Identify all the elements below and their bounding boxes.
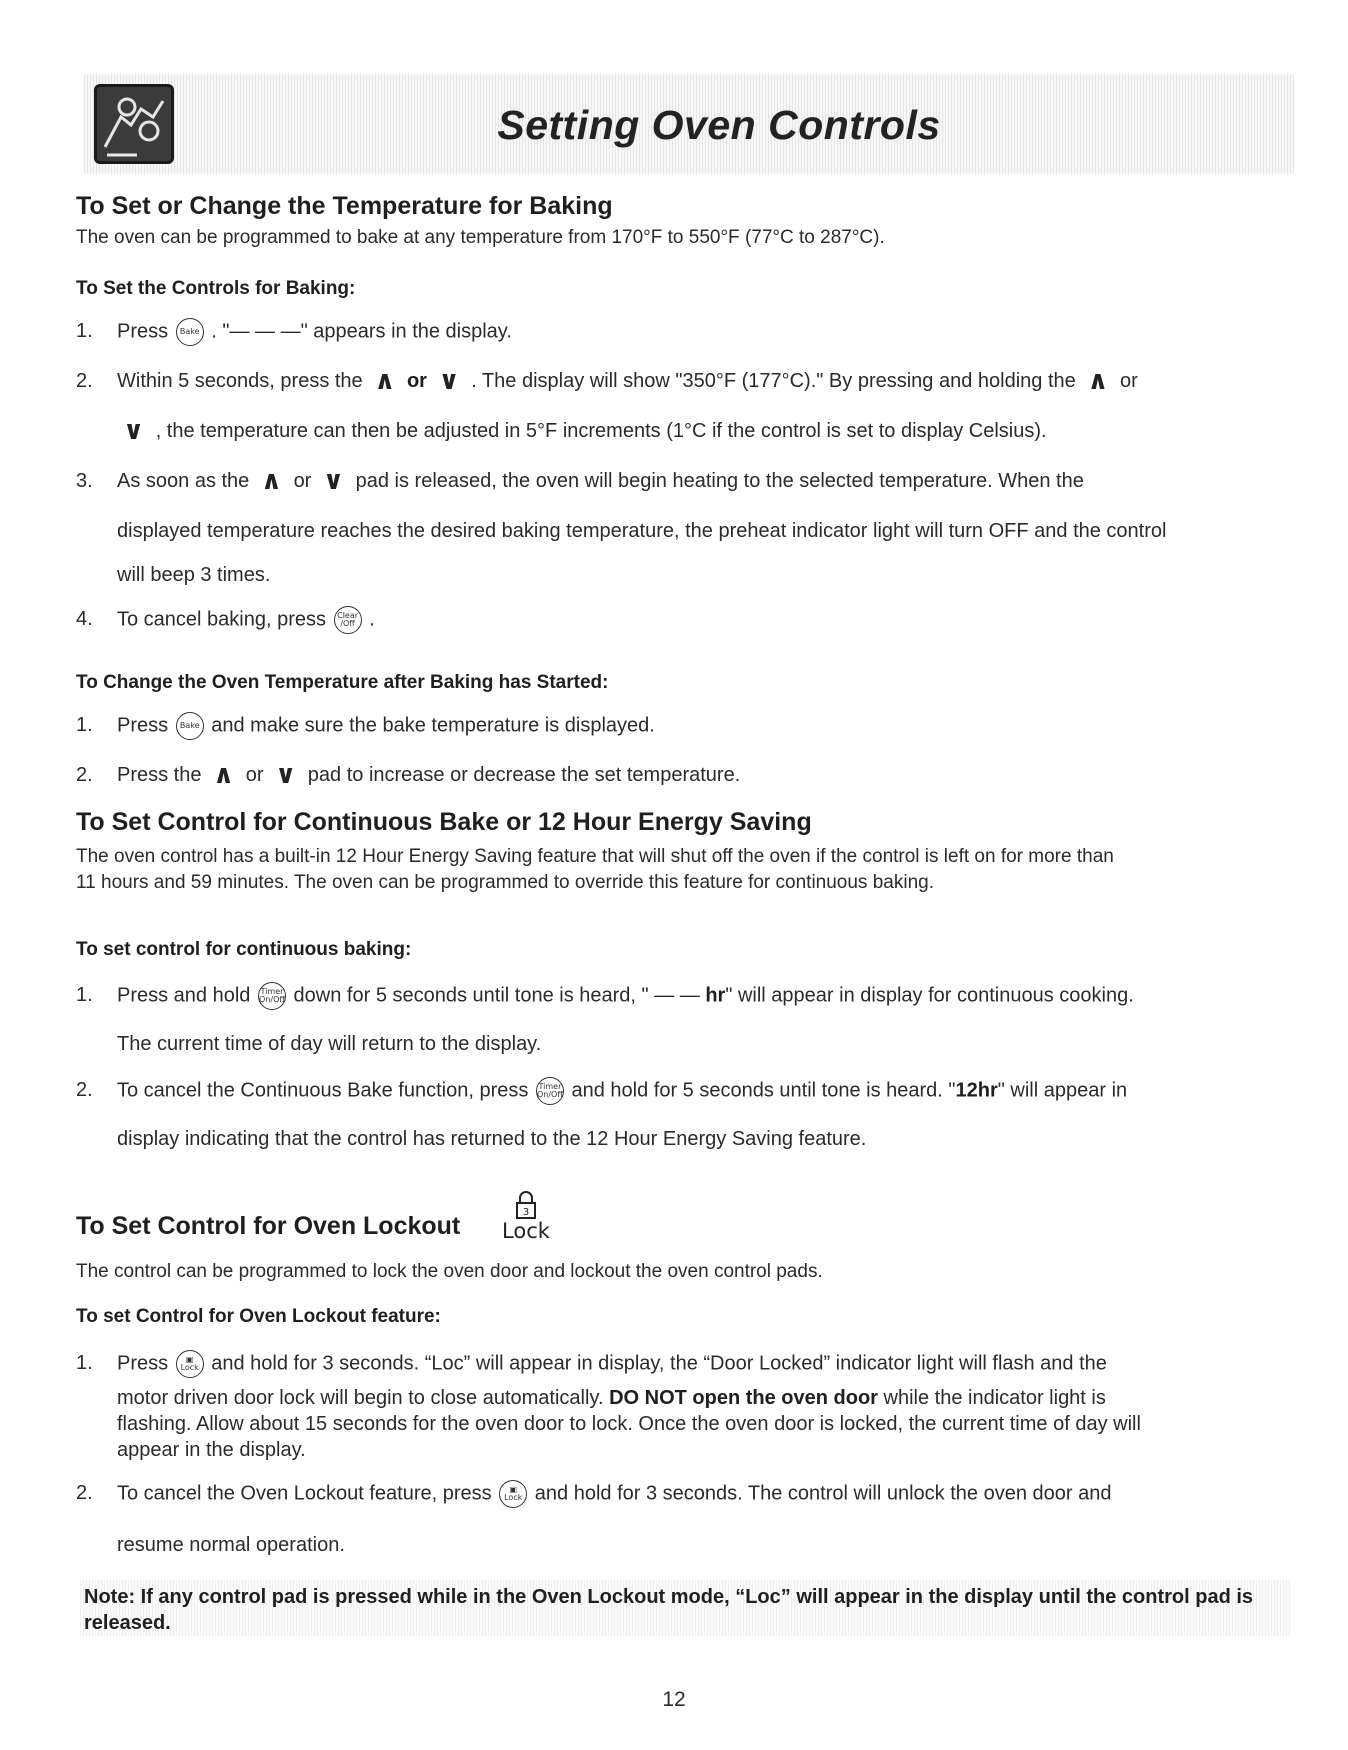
- up-arrow-icon: ∧: [213, 760, 235, 790]
- down-arrow-icon: ∨: [275, 760, 297, 790]
- list-item-continued: display indicating that the control has returned to the 12 Hour Energy Saving feature.: [117, 1128, 867, 1150]
- section-title-lockout: To Set Control for Oven Lockout: [76, 1212, 461, 1240]
- lockout-intro: The control can be programmed to lock the oven door and lockout the oven control pads.: [76, 1261, 823, 1282]
- baking-intro: The oven can be programmed to bake at any temperature from 170°F to 550°F (77°C to 287°C).: [76, 227, 885, 248]
- change-temp-subhead: To Change the Oven Temperature after Baking has Started:: [76, 672, 609, 693]
- continuous-subhead: To set control for continuous baking:: [76, 939, 412, 960]
- bake-pad-icon: Bake: [176, 712, 204, 740]
- down-arrow-icon: ∨: [123, 416, 145, 446]
- clear-off-pad-icon: Clear /Off: [334, 606, 362, 634]
- list-item-continued: flashing. Allow about 15 seconds for the oven door to lock. Once the oven door is locked, the current time of day will: [117, 1413, 1141, 1435]
- down-arrow-icon: ∨: [322, 466, 345, 496]
- list-item-continued: motor driven door lock will begin to close automatically. DO NOT open the oven door while the indicator light is: [117, 1387, 1106, 1409]
- lock-pad-icon: ▣ Lock: [176, 1350, 204, 1378]
- header-banner: [84, 74, 1294, 174]
- note-text: Note: If any control pad is pressed while in the Oven Lockout mode, “Loc” will appear in the display until the control pad is released.: [84, 1586, 1254, 1634]
- list-item-continued: appear in the display.: [117, 1439, 306, 1461]
- continuous-intro-1: The oven control has a built-in 12 Hour Energy Saving feature that will shut off the oven if the control is left on for more than: [76, 846, 1114, 867]
- page-title: Setting Oven Controls: [497, 102, 941, 148]
- up-arrow-icon: ∧: [1087, 366, 1109, 396]
- svg-text:3: 3: [522, 1207, 530, 1218]
- timer-pad-icon: Timer On/Off: [258, 982, 286, 1010]
- lock-icon: 3 Lock: [500, 1190, 552, 1242]
- section-title-baking: To Set or Change the Temperature for Baking: [76, 192, 613, 220]
- list-item-continued: resume normal operation.: [117, 1534, 345, 1556]
- continuous-intro-2: 11 hours and 59 minutes. The oven can be programmed to override this feature for continuous baking.: [76, 872, 934, 893]
- lock-pad-icon: ▣ Lock: [499, 1480, 527, 1508]
- list-item-continued: The current time of day will return to the display.: [117, 1033, 542, 1055]
- bake-pad-icon: Bake: [176, 318, 204, 346]
- baking-subhead: To Set the Controls for Baking:: [76, 278, 356, 299]
- list-item-continued: ∨ , the temperature can then be adjusted in 5°F increments (1°C if the control is set to display Celsius).: [123, 416, 1047, 446]
- page-number: 12: [662, 1688, 686, 1711]
- timer-pad-icon: Timer On/Off: [536, 1077, 564, 1105]
- up-arrow-icon: ∧: [374, 366, 396, 396]
- down-arrow-icon: ∨: [438, 366, 460, 396]
- up-arrow-icon: ∧: [260, 466, 282, 496]
- list-item-continued: will beep 3 times.: [117, 564, 271, 586]
- lockout-subhead: To set Control for Oven Lockout feature:: [76, 1306, 441, 1327]
- section-title-continuous-bake: To Set Control for Continuous Bake or 12 Hour Energy Saving: [76, 808, 812, 836]
- list-item-continued: displayed temperature reaches the desired baking temperature, the preheat indicator light will turn OFF and the control: [117, 520, 1167, 542]
- note-box: [80, 1580, 1290, 1636]
